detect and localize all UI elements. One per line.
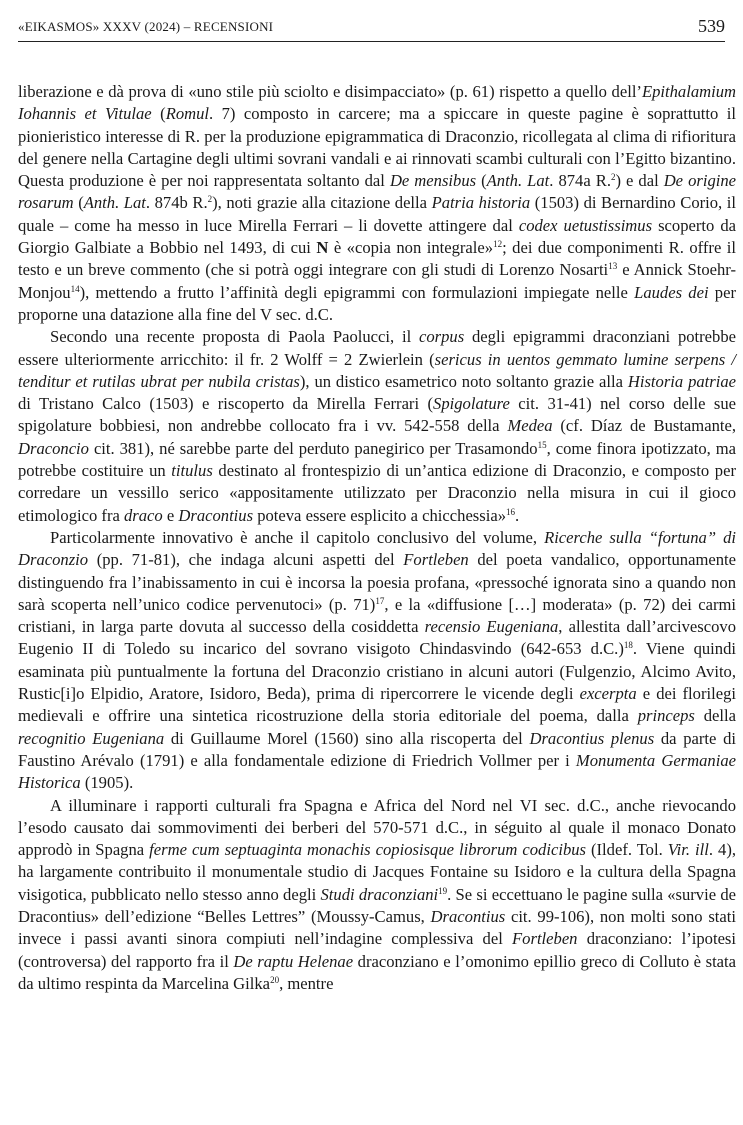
italic-text: Spigolature [433,394,510,414]
italic-text: De raptu Helenae [233,951,354,971]
italic-text: excerpta [579,684,637,704]
italic-text: Dracontius [430,906,506,926]
italic-text: Ricerche sulla “fortuna” di Draconzio [18,527,736,570]
italic-text: Romul [165,104,210,124]
footnote-ref: 14 [70,283,80,294]
italic-text: Draconcio [18,438,89,458]
italic-text: draco [123,505,163,525]
italic-text: De origine rosarum [18,171,737,213]
paragraph: Particolarmente innovativo è anche il capitolo conclusivo del volume, Ricerche sulla “fortuna” di Draconzio (pp. 71-81), che indaga alcuni aspetti del Fortleben del poeta vandalico, opportunamente distinguendo fra l’inabissamento in cui è incorsa la poesia profana, «pressoché ignorata sino a quando non sarà scoperta nell’unico codice pervenutoci» (p. 71)$^{17}$, e la «diffusione […] moderata» (p. 72) dei carmi cristiani, in larga parte dovuta al successo della cosiddetta recensio Eugeniana, allestita dall’arcivescovo Eugenio II di Toledo su incarico del sovrano visigoto Chindasvindo (642-653 d.C.)$^{18}$. Viene quindi esaminata più puntualmente la fortuna del Draconzio cristiano in alcuni autori (Fulgenzio, Alcimo Avito, Rustic[i]o Elpidio, Aratore, Isidoro, Beda), prima di ripercorrere le vicende degli excerpta e dei florilegi medievali e offrire una sintetica ricostruzione della storia editoriale del poema, dalla princeps della recognitio Eugeniana di Guillaume Morel (1560) sino alla riscoperta del Dracontius plenus da parte di Faustino Arévalo (1791) e alla fondamentale edizione di Friedrich Vollmer per i Monumenta Germaniae Historica (1905). [18,527,737,793]
italic-text: Monumenta Germaniae Historica [18,750,736,793]
paragraph: A illuminare i rapporti culturali fra Spagna e Africa del Nord nel VI sec. d.C., anche rievocando l’esodo causato dai sommovimenti dei berberi del 570-571 d.C., in séguito al quale il monaco Donato approdò in Spagna ferme cum septuaginta monachis copiosisque librorum codicibus (Ildef. Tol. Vir. ill. 4), ha largamente contribuito il monumentale studio di Jacques Fontaine su Isidoro e la cultura della Spagna visigotica, pubblicato nello stesso anno degli Studi draconziani$^{19}$. Se si eccettuano le pagine sulla «survie de Dracontius» dell’edizione “Belles Lettres” (Moussy-Camus, Dracontius cit. 99-106), non molti sono stati invece i passi avanti sinora compiuti nell’indagine complessiva del Fortleben draconziano: l’ipotesi (controversa) del rapporto fra il De raptu Helenae draconziano e l’omonimo epillio greco di Colluto è stata da ultimo respinta da Marcelina Gilka$^{20}$, mentre [18,795,737,993]
footnote-ref: 19 [438,885,448,896]
italic-text: Fortleben [512,929,578,949]
italic-text: corpus [419,327,465,347]
page-header [18,15,725,42]
bold-siglum: N [316,238,329,258]
italic-text: ferme cum septuaginta monachis copiosisque librorum codicibus [149,840,586,860]
footnote-ref: 2 [610,172,616,183]
italic-text: Fortleben [403,550,469,570]
footnote-ref: 13 [608,261,618,272]
footnote-ref: 16 [506,506,515,517]
italic-text: Dracontius [178,505,254,525]
running-head: «EIKASMOS» XXXV (2024) – RECENSIONI [18,19,274,34]
italic-text: sericus in uentos gemmato lumine serpens / tenditur et rutilas ubrat per nubila cristas [18,349,736,391]
italic-text: Anth. Lat [486,171,550,191]
italic-text: De mensibus [389,171,477,191]
italic-text: Dracontius plenus [529,728,655,748]
italic-text: Historia patriae [627,371,736,391]
italic-text: titulus [171,461,213,481]
italic-text: Medea [507,416,553,436]
footnote-ref: 18 [623,640,633,651]
paragraph: liberazione e dà prova di «uno stile più sciolto e disimpacciato» (p. 61) rispetto a quello dell’Epithalamium Iohannis et Vitulae (Romul. 7) composto in carcere; ma a spiccare in queste pagine è soprattutto il pionieristico interesse di R. per la produzione epigrammatica di Draconzio, ricollegata al clima di rifioritura del genere nella Cartagine degli ultimi sovrani vandali e ai rinnovati scambi culturali con l’Egitto bizantino. Questa produzione è per noi rappresentata soltanto dal De mensibus (Anth. Lat. 874a R.$^2$) e dal De origine rosarum (Anth. Lat. 874b R.$^2$), noti grazie alla citazione della Patria historia (1503) di Bernardino Corio, il quale – come ha messo in luce Mirella Ferrari – li dovette attingere dal codex uetustissimus scoperto da Giorgio Galbiate a Bobbio nel 1493, di cui N è «copia non integrale»$^{12}$; dei due componimenti R. offre il testo e un breve commento (che si potrà oggi integrare con gli studi di Lorenzo Nosarti$^{13}$ e Annick Stoehr-Monjou$^{14}$), mettendo a frutto l’affinità degli epigrammi con formulazioni impiegate nelle Laudes dei per proporne una datazione alla fine del V sec. d.C. [18,82,737,324]
italic-text: princeps [637,706,695,726]
italic-text: Anth. Lat [83,193,146,213]
italic-text: recognitio Eugeniana [18,728,165,748]
italic-text: Studi draconziani [320,884,439,904]
footnote-ref: 15 [537,439,547,450]
italic-text: Epithalamium Iohannis et Vitulae [18,82,736,124]
body-text [18,81,736,995]
footnote-ref: 12 [493,239,503,250]
italic-text: Patria historia [431,193,531,213]
footnote-ref: 20 [270,974,280,985]
italic-text: recensio Eugeniana [424,617,559,637]
paragraph: Secondo una recente proposta di Paola Paolucci, il corpus degli epigrammi draconziani potrebbe essere ulteriormente arricchito: il fr. 2 Wolff = 2 Zwierlein (sericus in uentos gemmato lumine serpens / tenditur et rutilas ubrat per nubila cristas), un distico esametrico noto soltanto grazie alla Historia patriae di Tristano Calco (1503) e riscoperto da Mirella Ferrari (Spigolature cit. 31-41) nel corso delle sue spigolature bobbiesi, non andrebbe collocato fra i vv. 542-558 della Medea (cf. Díaz de Bustamante, Draconcio cit. 381), né sarebbe parte del perduto panegirico per Trasamondo$^{15}$, come finora ipotizzato, ma potrebbe costituire un titulus destinato al frontespizio di un’antica edizione di Draconzio, e composto per corredare un vessillo serico «appositamente utilizzato per Draconzio nella misura in cui il gioco etimologico fra draco e Dracontius poteva essere esplicito a chicchessia»$^{16}$. [18,327,736,525]
footnote-ref: 2 [207,194,213,205]
italic-text: Vir. ill [667,840,709,860]
italic-text: Laudes dei [634,282,709,302]
page-number: 539 [698,16,725,36]
footnote-ref: 17 [375,595,385,606]
italic-text: codex uetustissimus [518,215,653,235]
